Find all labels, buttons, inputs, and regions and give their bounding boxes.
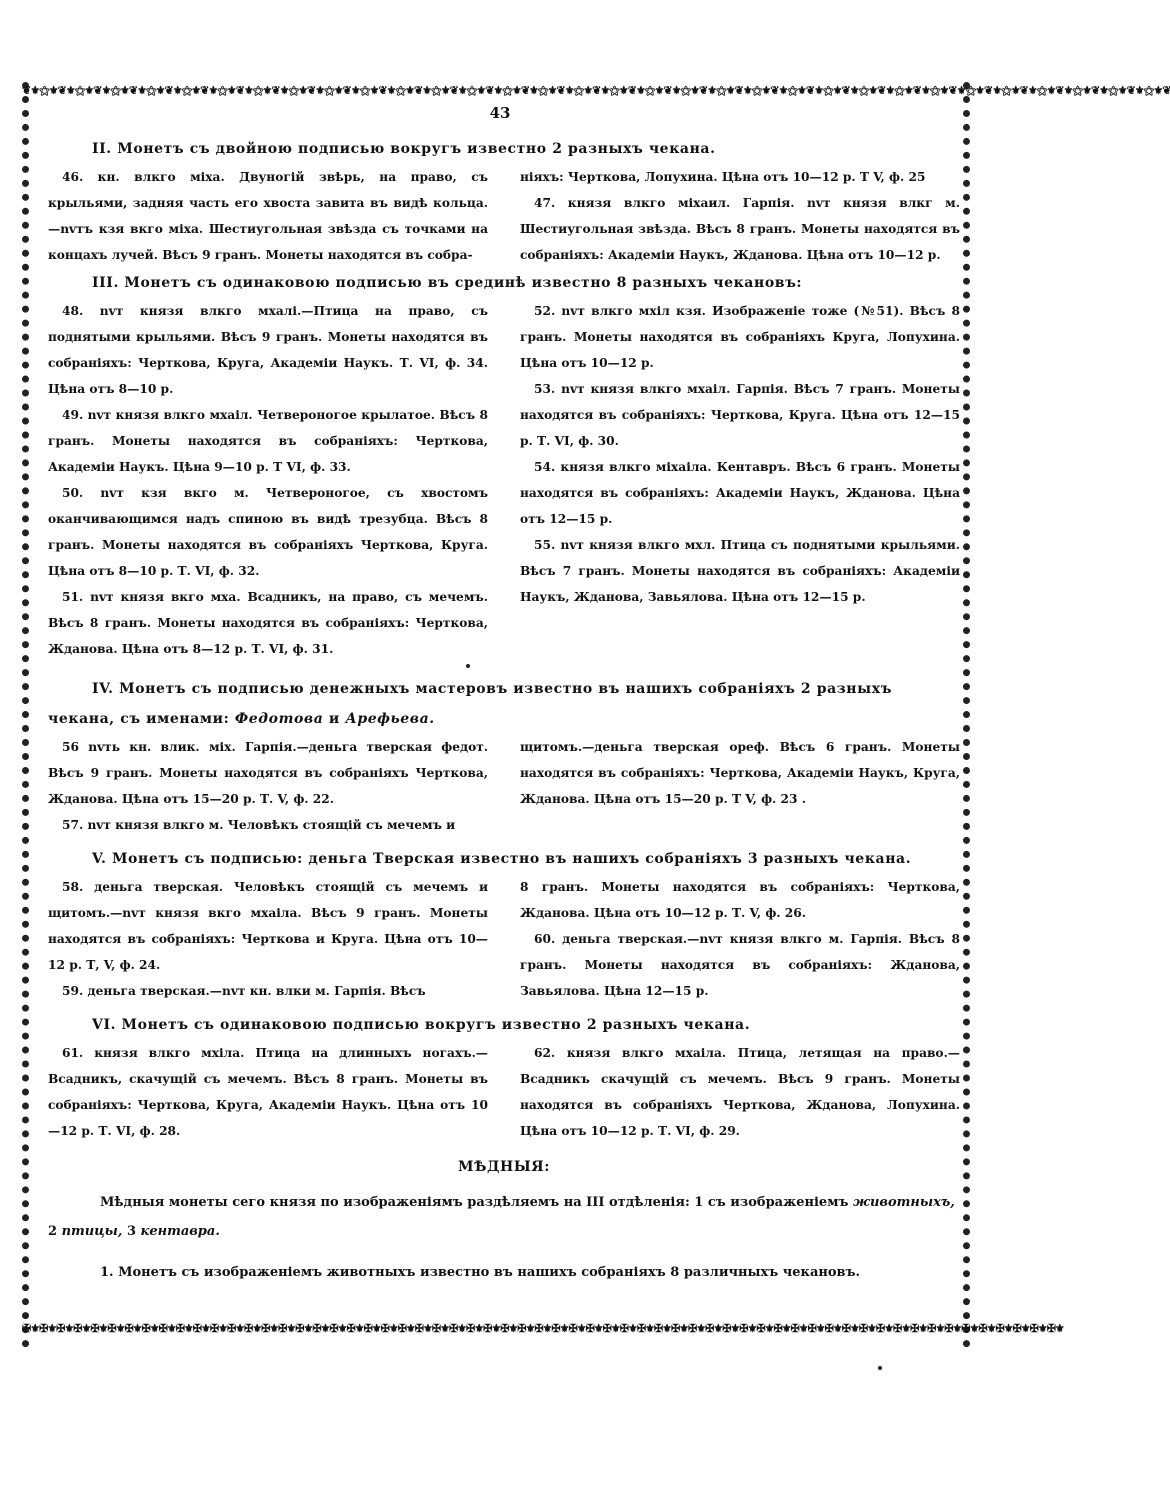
entry-61: 61. князя влкго мхіла. Птица на длинныхъ ногахъ.— Всадникъ, скачущій съ мечемъ. Вѣсъ 8 гранъ. Монеты въ собраніяхъ: Черткова, Круга, Академіи Наукъ. Цѣна отъ 10—12 р. Т. VI, ф. 28. [48,1046,488,1138]
entry-47: 47. князя влкго міхаил. Гарпія. nvт князя влкг м. Шестиугольная звѣзда. Вѣсъ 8 гранъ. Монеты находятся въ собраніяхъ: Академіи Наукъ, Жданова. Цѣна отъ 10—12 р. [520,196,960,262]
section-5-right-column [520,874,960,1004]
section-5-left-column [48,874,488,1004]
section-4-right-column [520,734,960,838]
section-5-columns [48,874,960,1004]
entry-53: 53. nvт князя влкго мхаіл. Гарпія. Вѣсъ 7 гранъ. Монеты находятся въ собраніяхъ: Черткова, Круга. Цѣна отъ 12—15 р. Т. VI, ф. 30. [520,382,960,448]
copper-intro-num3: 3 [122,1224,141,1239]
section-2-columns [48,164,960,268]
entry-52: 52. nvт влкго мхіл кзя. Изображеніе тоже (№51). Вѣсъ 8 гранъ. Монеты находятся въ собраніяхъ Круга, Лопухина. Цѣна отъ 10—12 р. [520,304,960,370]
entry-55: 55. nvт князя влкго мхл. Птица съ поднятыми крыльями. Вѣсъ 7 гранъ. Монеты находятся въ собраніяхъ: Академіи Наукъ, Жданова, Завьялова. Цѣна отъ 12—15 р. [520,538,960,604]
copper-intro-text: Мѣдныя монеты сего князя по изображеніямъ раздѣляемъ на III отдѣленія: 1 съ изображеніемъ [100,1195,853,1210]
section-6-left-column [48,1040,488,1144]
entry-50: 50. nvт кзя вкго м. Четвероногое, съ хвостомъ оканчивающимся надъ спиною въ видѣ трезубца. Вѣсъ 8 гранъ. Монеты находятся въ собраніяхъ Черткова, Круга. Цѣна отъ 8—10 р. Т. VI, ф. 32. [48,486,488,578]
page-number: 43 [489,104,511,122]
section-2-left-column [48,164,488,268]
entry-48: 48. nvт князя влкго мхалі.—Птица на право, съ поднятыми крыльями. Вѣсъ 9 гранъ. Монеты находятся въ собраніяхъ: Черткова, Круга, Академіи Наукъ. Т. VI, ф. 34. Цѣна отъ 8—10 р. [48,304,488,396]
section-6-heading: VI. Монетъ съ одинаковою подписью вокругъ известно 2 разныхъ чекана. [92,1017,751,1033]
copper-intro [48,1188,960,1246]
copper-intro-num2: 2 [48,1224,62,1239]
section-6-right-column [520,1040,960,1144]
section-4-heading [48,674,960,734]
section-2-right-column [520,164,960,268]
entry-51: 51. nvт князя вкго мха. Всадникъ, на право, съ мечемъ. Вѣсъ 8 гранъ. Монеты находятся въ собраніяхъ: Черткова, Жданова. Цѣна отъ 8—12 р. Т. VI, ф. 31. [48,590,488,656]
entry-54: 54. князя влкго міхаіла. Кентавръ. Вѣсъ 6 гранъ. Монеты находятся въ собраніяхъ: Академіи Наукъ, Жданова. Цѣна отъ 12—15 р. [520,460,960,526]
section-4-heading-text: IV. Монетъ съ подписью денежныхъ мастеровъ известно въ нашихъ собраніяхъ 2 разныхъ чекана, съ именами: [48,681,893,727]
bottom-ornament-border: ✠⚜✠⚜✠⚜✠⚜✠⚜✠⚜✠⚜✠⚜✠⚜✠⚜✠⚜✠⚜✠⚜✠⚜✠⚜✠⚜✠⚜✠⚜✠⚜✠⚜✠⚜✠⚜✠⚜✠⚜✠⚜✠⚜✠⚜✠⚜✠⚜✠⚜✠⚜✠⚜✠⚜✠⚜✠⚜✠⚜✠⚜✠⚜✠⚜✠⚜✠⚜✠⚜✠⚜✠⚜✠⚜✠⚜✠⚜✠⚜✠⚜✠⚜✠⚜✠⚜✠⚜✠⚜✠⚜✠⚜✠⚜✠⚜✠⚜✠⚜✠⚜ [22,1322,1064,1335]
entry-57: 57. nvт князя влкго м. Человѣкъ стоящій съ мечемъ и [62,818,456,832]
print-speck [466,664,470,668]
copper-animals: животныхъ, [853,1195,955,1210]
name-fedotov: Федотова [234,711,324,727]
section-3-right-column [520,298,960,662]
entry-58: 58. деньга тверская. Человѣкъ стоящій съ мечемъ и щитомъ.—nvт князя вкго мхаіла. Вѣсъ 9 гранъ. Монеты находятся въ собраніяхъ: Черткова и Круга. Цѣна отъ 10—12 р. Т, V, ф. 24. [48,880,488,972]
section-3-heading: III. Монетъ съ одинаковою подписью въ срединѣ известно 8 разныхъ чекановъ: [92,275,803,291]
entry-60: 60. деньга тверская.—nvт князя влкго м. Гарпія. Вѣсъ 8 гранъ. Монеты находятся въ собраніяхъ: Жданова, Завьялова. Цѣна 12—15 р. [520,932,960,998]
top-ornament-border: ❦⚜⚝⚜❦⚜⚝⚜❦⚜⚝⚜❦⚜⚝⚜❦⚜⚝⚜❦⚜⚝⚜❦⚜⚝⚜❦⚜⚝⚜❦⚜⚝⚜❦⚜⚝⚜❦⚜⚝⚜❦⚜⚝⚜❦⚜⚝⚜❦⚜⚝⚜❦⚜⚝⚜❦⚜⚝⚜❦⚜⚝⚜❦⚜⚝⚜❦⚜⚝⚜❦⚜⚝⚜❦⚜⚝⚜❦⚜⚝⚜❦⚜⚝⚜❦⚜⚝⚜❦⚜⚝⚜❦⚜⚝⚜❦⚜⚝⚜❦⚜⚝⚜❦⚜⚝⚜❦⚜⚝⚜❦⚜⚝⚜❦⚜⚝⚜❦ [22,84,1170,97]
entry-59: 59. деньга тверская.—nvт кн. влки м. Гарпія. Вѣсъ [62,984,426,998]
section-2-heading: II. Монетъ съ двойною подписью вокругъ известно 2 разныхъ чекана. [92,141,716,157]
section-3-left-column [48,298,488,662]
copper-section-title: МѢДНЫЯ: [457,1159,551,1175]
entry-56: 56 nvть кн. влик. міх. Гарпія.—деньга тверская федот. Вѣсъ 9 гранъ. Монеты находятся въ собраніяхъ Черткова, Жданова. Цѣна отъ 15—20 р. Т. V, ф. 22. [48,740,488,806]
entry-46: 46. кн. влкго міха. Двуногій звѣрь, на право, съ крыльями, задняя часть его хвоста завита въ видѣ кольца.—nvтъ кзя вкго міха. Шестиугольная звѣзда съ точками на концахъ лучей. Вѣсъ 9 гранъ. Монеты находятся въ собра- [48,170,488,262]
section-4-conjunction: и [323,711,346,727]
name-arefyev: Арефьева. [345,711,435,727]
entry-49: 49. nvт князя влкго мхаіл. Четвероногое крылатое. Вѣсъ 8 гранъ. Монеты находятся въ собраніяхъ: Черткова, Академіи Наукъ. Цѣна 9—10 р. Т VI, ф. 33. [48,408,488,474]
section-4-left-column [48,734,488,838]
section-6-columns [48,1040,960,1144]
entry-62: 62. князя влкго мхаіла. Птица, летящая на право.— Всадникъ скачущій съ мечемъ. Вѣсъ 9 гранъ. Монеты находятся въ собраніяхъ Черткова, Жданова, Лопухина. Цѣна отъ 10—12 р. Т. VI, ф. 29. [520,1046,960,1138]
page-content [48,134,960,1287]
copper-centaur: кентавра. [140,1224,220,1239]
section-4-columns [48,734,960,838]
section-3-columns [48,298,960,662]
entry-59-continued: 8 гранъ. Монеты находятся въ собраніяхъ: Черткова, Жданова. Цѣна отъ 10—12 р. Т. V, ф. 26. [520,880,960,920]
section-5-heading: V. Монетъ съ подписью: деньга Тверская известно въ нашихъ собраніяхъ 3 разныхъ чекана. [92,851,912,867]
entry-46-continued: ніяхъ: Черткова, Лопухина. Цѣна отъ 10—12 р. Т V, ф. 25 [520,170,926,184]
copper-birds: птицы, [61,1224,123,1239]
print-speck [878,1366,882,1370]
entry-57-continued: щитомъ.—деньга тверская ореф. Вѣсъ 6 гранъ. Монеты находятся въ собраніяхъ: Черткова, Академіи Наукъ, Круга, Жданова. Цѣна отъ 15—20 р. Т V, ф. 23 . [520,740,960,806]
copper-section-1: 1. Монетъ съ изображеніемъ животныхъ известно въ нашихъ собраніяхъ 8 различныхъ чекановъ. [100,1265,861,1280]
